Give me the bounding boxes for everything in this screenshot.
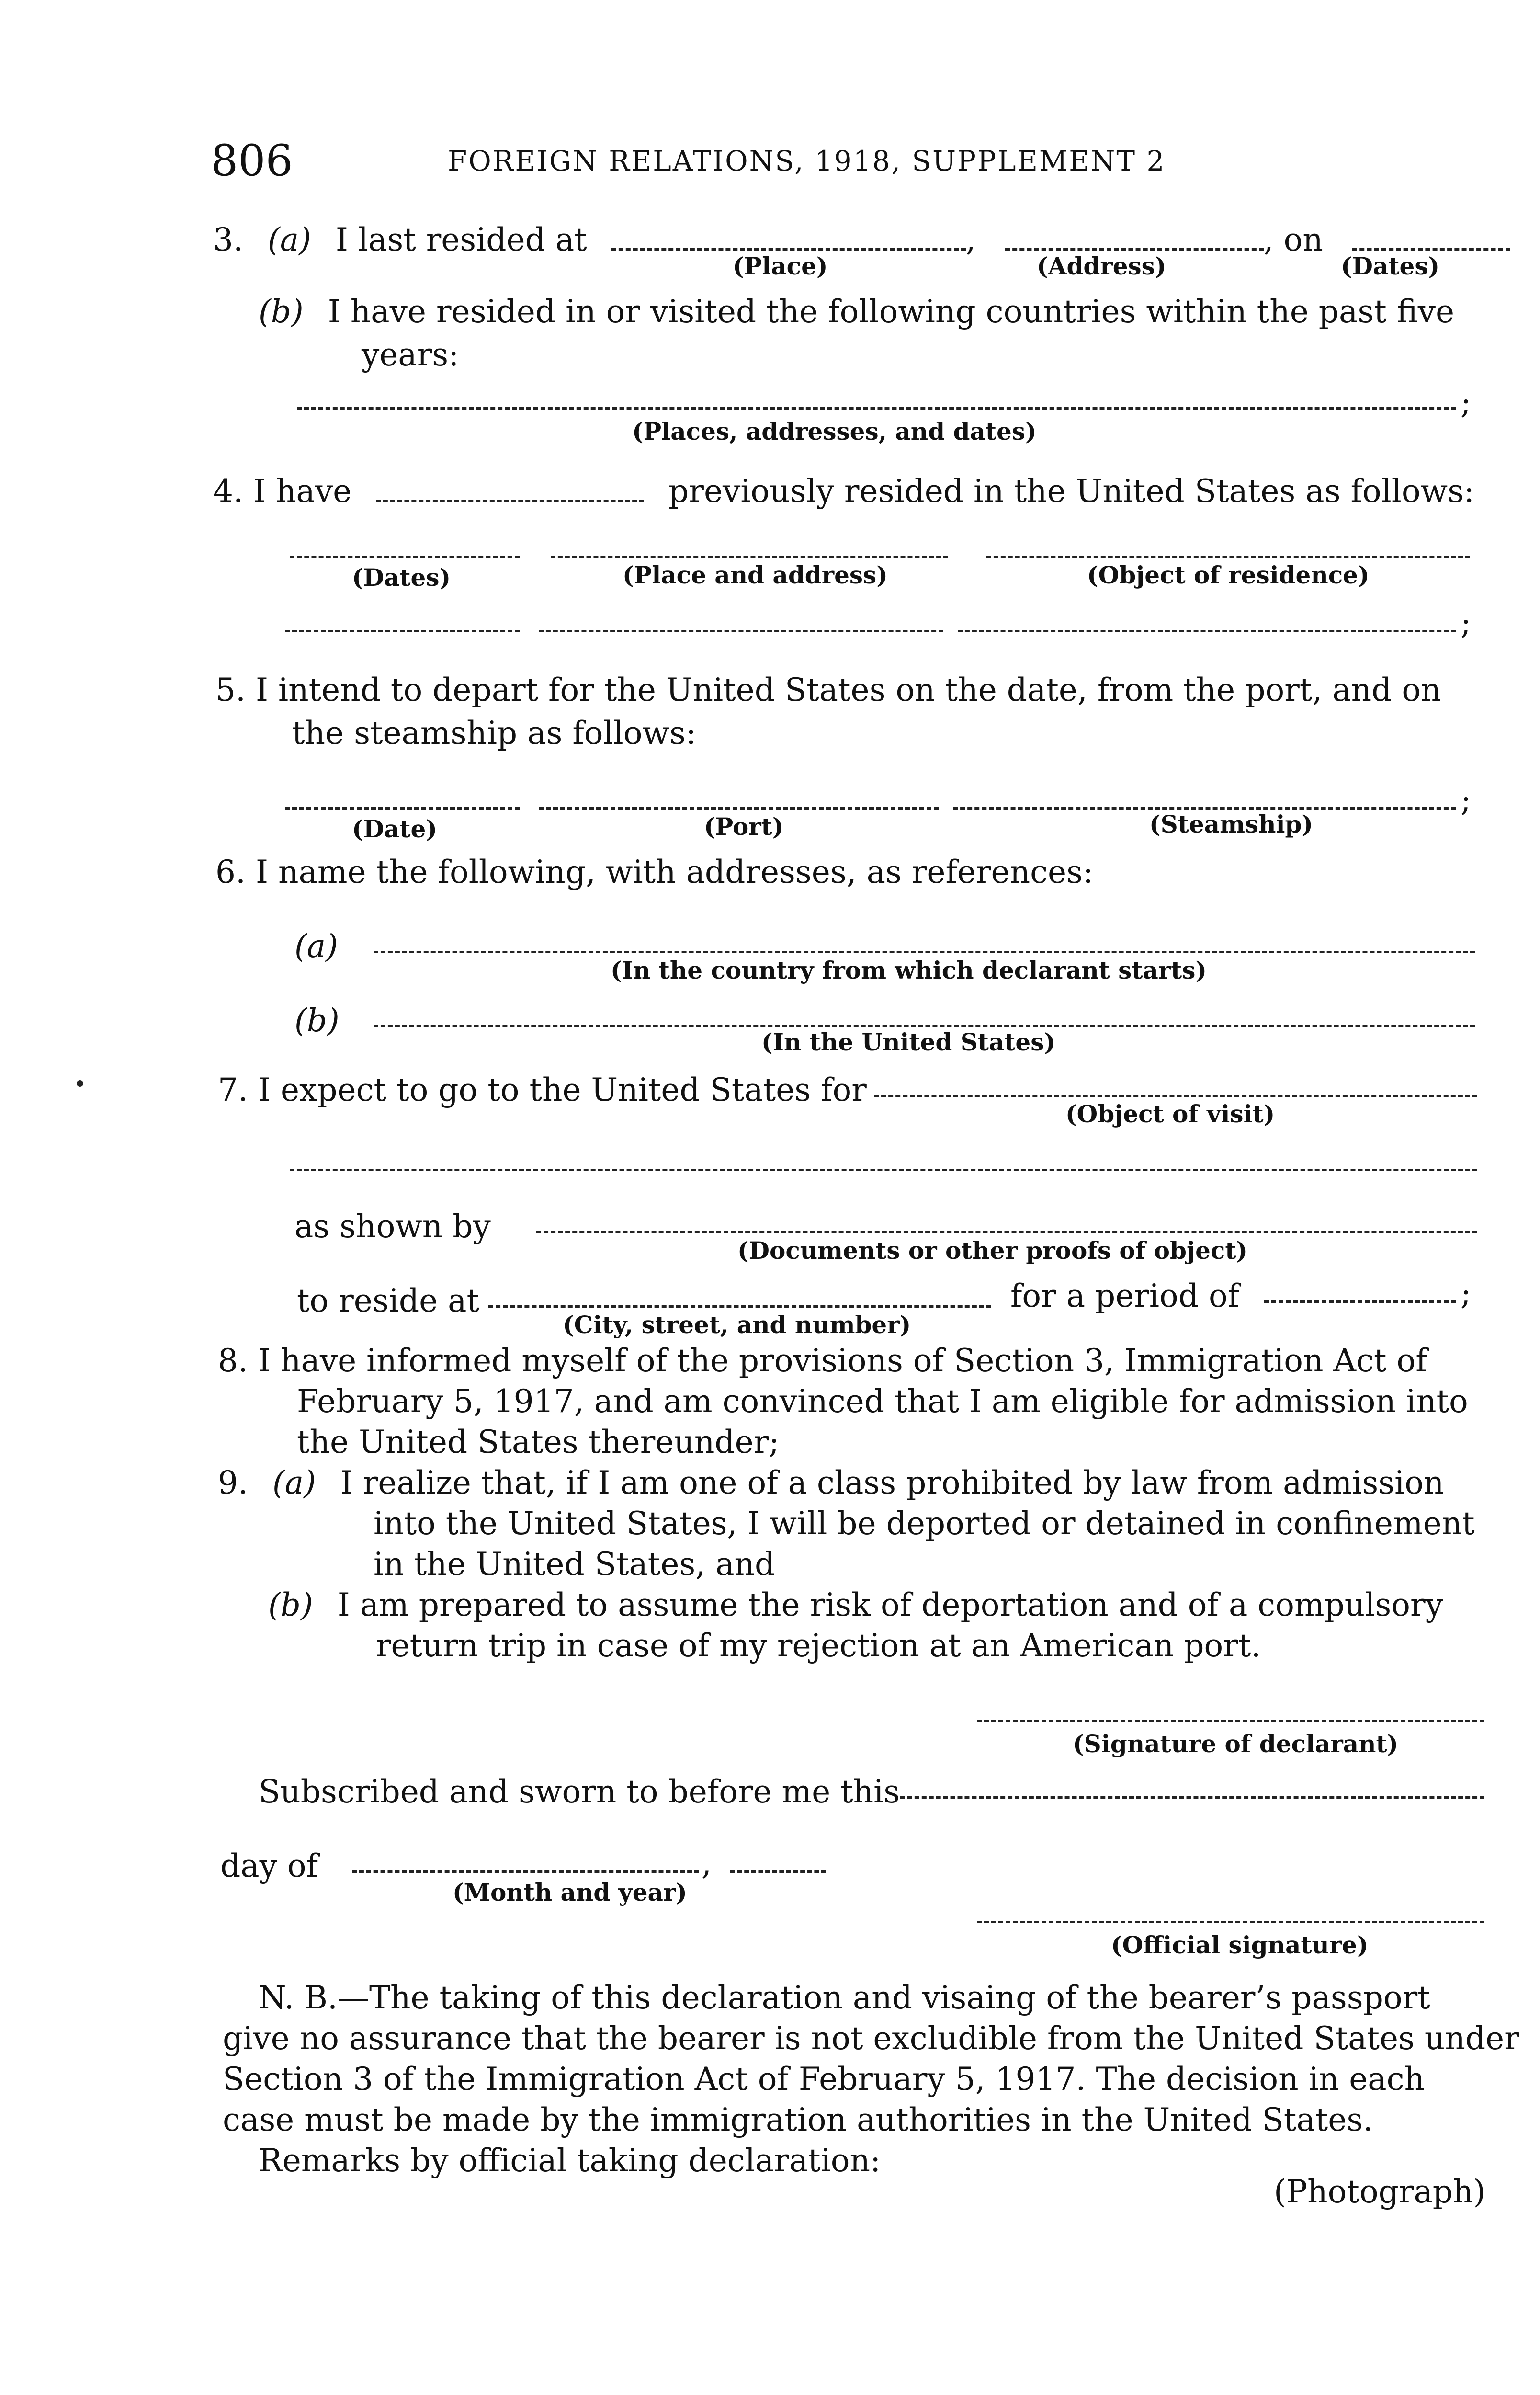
caption-item5-date: (Date) [352, 815, 437, 843]
caption-item4-place-address: (Place and address) [623, 561, 888, 589]
item3-b-text2: years: [362, 336, 459, 373]
day-of: day of [220, 1848, 318, 1884]
item4-place-blank-2[interactable] [539, 630, 943, 632]
item8-line3: the United States thereunder; [297, 1424, 780, 1460]
item3-number: 3. [213, 221, 243, 258]
item3-b-marker: (b) [259, 293, 304, 330]
item6-line: 6. I name the following, with addresses, as references: [215, 854, 1094, 890]
item9-b-line2: return trip in case of my rejection at an American port. [376, 1627, 1261, 1664]
item3-semicolon: ; [1461, 384, 1472, 421]
item4-blank[interactable] [376, 500, 644, 502]
item4-dates-blank-1[interactable] [290, 556, 520, 558]
item9-a-line3: in the United States, and [374, 1546, 775, 1583]
subscribed-day-blank[interactable] [900, 1796, 1484, 1799]
item5-line1: 5. I intend to depart for the United States on the date, from the port, and on [215, 672, 1441, 708]
item6-a-marker: (a) [294, 928, 338, 965]
caption-places-addresses-dates: (Places, addresses, and dates) [632, 417, 1037, 445]
item7-shown-by: as shown by [294, 1208, 491, 1245]
note-line1: N. B.—The taking of this declaration and visaing of the bearer’s passport [259, 1979, 1430, 2016]
caption-dates: (Dates) [1341, 252, 1440, 280]
item9-b-marker: (b) [268, 1586, 313, 1623]
item3-comma: , [965, 221, 976, 258]
declarant-signature-blank[interactable] [977, 1720, 1484, 1722]
item5-date-blank[interactable] [285, 807, 520, 810]
item7-for-period: for a period of [1010, 1277, 1240, 1314]
item7-object-blank[interactable] [874, 1095, 1477, 1097]
item3-a-text: I last resided at [335, 221, 587, 258]
item3-b-text1: I have resided in or visited the following countries within the past five [328, 293, 1455, 330]
caption-item7-object: (Object of visit) [1065, 1100, 1275, 1128]
official-signature-blank[interactable] [977, 1921, 1484, 1923]
stray-mark [77, 1080, 83, 1087]
year-blank[interactable] [730, 1870, 826, 1873]
caption-address: (Address) [1037, 252, 1166, 280]
note-line2: give no assurance that the bearer is not excludible from the United States under [223, 2020, 1519, 2057]
item7-period-blank[interactable] [1264, 1300, 1456, 1303]
item3-a-marker: (a) [267, 221, 311, 258]
caption-item6-b: (In the United States) [761, 1028, 1056, 1056]
item3-line-b [259, 292, 1454, 332]
item7-line: 7. I expect to go to the United States for [218, 1072, 867, 1108]
item4-object-blank-1[interactable] [986, 556, 1470, 558]
item9-a-line2: into the United States, I will be deported or detained in confinement [374, 1505, 1475, 1542]
item9-number: 9. [218, 1464, 248, 1501]
note-line3: Section 3 of the Immigration Act of February 5, 1917. The decision in each [223, 2061, 1425, 2098]
caption-item4-dates: (Dates) [352, 563, 451, 592]
item9-line-a [218, 1463, 1444, 1503]
caption-item6-a: (In the country from which declarant starts) [611, 956, 1207, 984]
day-of-comma: , [702, 1845, 712, 1882]
item4-text-end: previously resided in the United States as follows: [668, 473, 1475, 510]
caption-item7-documents: (Documents or other proofs of object) [737, 1236, 1248, 1265]
item7-reside-at: to reside at [297, 1282, 479, 1319]
item3-places-blank[interactable] [297, 407, 1456, 410]
item7-semicolon: ; [1461, 1275, 1472, 1312]
item7-documents-blank[interactable] [536, 1231, 1477, 1233]
item7-city-blank[interactable] [488, 1305, 991, 1308]
item3-address-blank[interactable] [1005, 248, 1264, 251]
caption-item7-city: (City, street, and number) [563, 1311, 911, 1339]
item4-semicolon: ; [1461, 604, 1472, 641]
item7-object-blank-2[interactable] [290, 1169, 1477, 1171]
item3-dates-blank[interactable] [1352, 248, 1510, 251]
item9-a-line1: I realize that, if I am one of a class prohibited by law from admission [340, 1464, 1444, 1501]
item8-line1: 8. I have informed myself of the provisions of Section 3, Immigration Act of [218, 1342, 1427, 1379]
item6-b-marker: (b) [294, 1002, 340, 1039]
item3-place-blank[interactable] [611, 248, 966, 251]
caption-declarant-signature: (Signature of declarant) [1073, 1730, 1399, 1758]
caption-item4-object: (Object of residence) [1087, 561, 1370, 589]
item5-line2: the steamship as follows: [292, 715, 697, 752]
item9-a-marker: (a) [272, 1464, 316, 1501]
item8-line2: February 5, 1917, and am convinced that I am eligible for admission into [297, 1383, 1468, 1420]
subscribed-line: Subscribed and sworn to before me this [259, 1773, 900, 1810]
item3-on: , on [1263, 221, 1323, 258]
item4-dates-blank-2[interactable] [285, 630, 520, 632]
caption-official-signature: (Official signature) [1111, 1931, 1369, 1959]
page-number: 806 [211, 136, 293, 186]
month-blank[interactable] [352, 1870, 699, 1873]
caption-item5-port: (Port) [704, 812, 784, 841]
item4-line [213, 472, 1474, 512]
item3-line-a [213, 220, 1510, 260]
caption-place: (Place) [733, 252, 828, 280]
caption-item5-steamship: (Steamship) [1149, 810, 1314, 838]
item4-place-blank-1[interactable] [551, 556, 948, 558]
item5-semicolon: ; [1461, 782, 1472, 819]
item4-object-blank-2[interactable] [958, 630, 1456, 632]
item6-a-blank[interactable] [374, 951, 1475, 953]
item4-text-start: 4. I have [213, 473, 352, 510]
item9-line-b [268, 1585, 1443, 1625]
remarks-label: Remarks by official taking declaration: [259, 2142, 881, 2179]
photograph-label: (Photograph) [1274, 2173, 1486, 2210]
item5-port-blank[interactable] [539, 807, 939, 810]
item9-b-line1: I am prepared to assume the risk of deportation and of a compulsory [337, 1586, 1443, 1623]
note-line4: case must be made by the immigration authorities in the United States. [223, 2101, 1373, 2138]
running-title: FOREIGN RELATIONS, 1918, SUPPLEMENT 2 [448, 145, 1166, 177]
caption-month-year: (Month and year) [453, 1878, 687, 1906]
